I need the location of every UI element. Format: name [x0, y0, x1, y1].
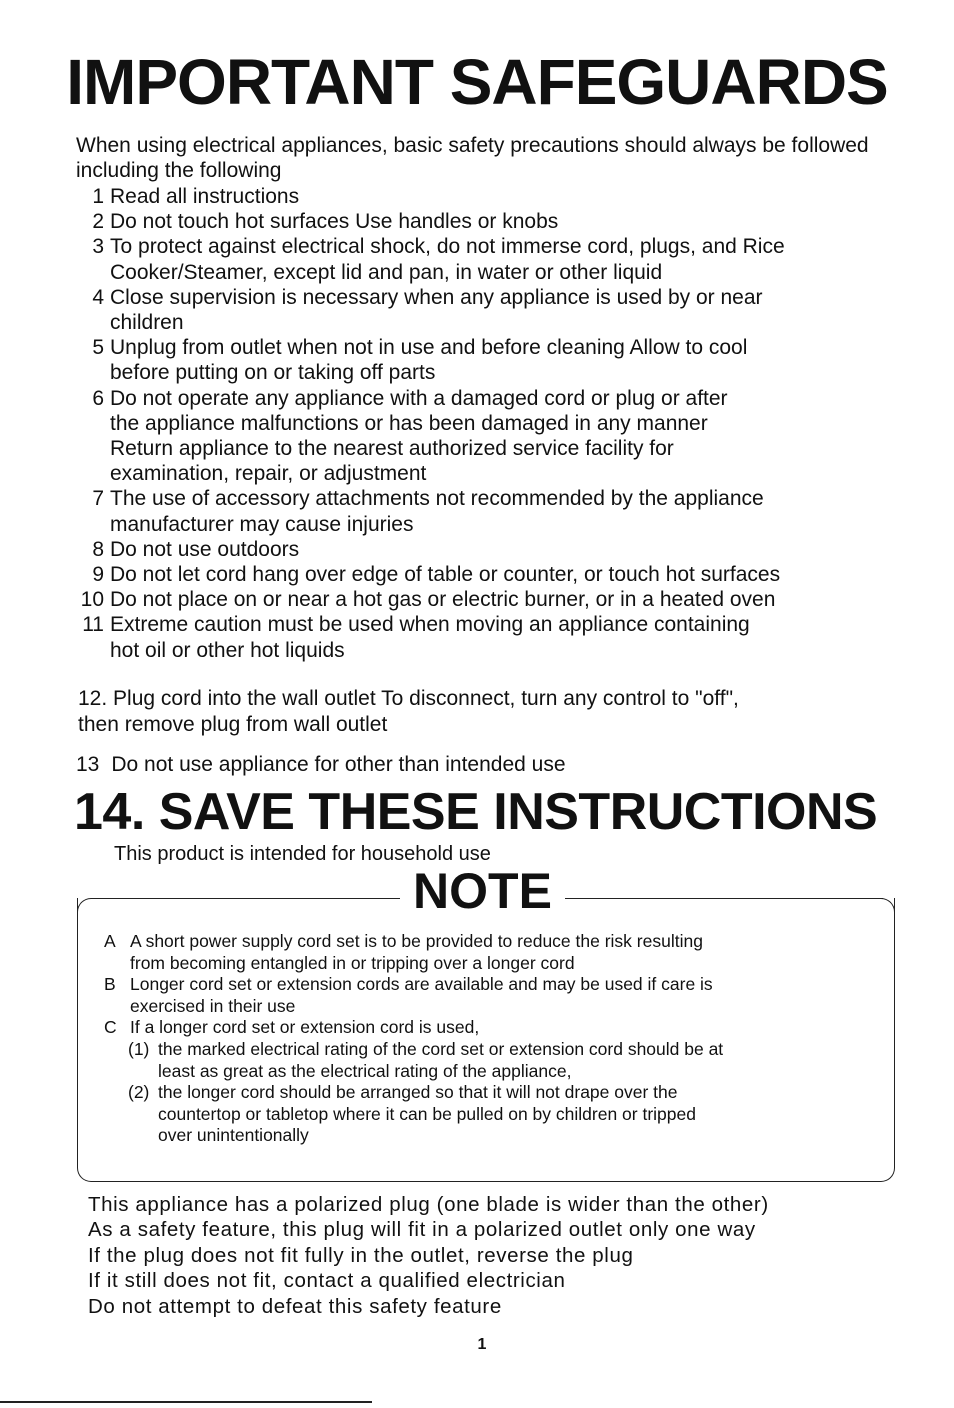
note-rule-right	[565, 898, 883, 899]
item-number: 9	[92, 563, 104, 587]
item-text: Close supervision is necessary when any appliance is used by or near children	[110, 285, 763, 335]
note-sub-item	[128, 1082, 723, 1147]
note-title: NOTE	[400, 866, 565, 916]
item-text: Extreme caution must be used when moving an appliance containing hot oil or other hot liquids	[110, 613, 750, 662]
polarized-plug-paragraph	[88, 1192, 888, 1319]
household-use-text: This product is intended for household use	[114, 843, 491, 865]
item-number: 11	[82, 613, 104, 637]
note-rule-left	[92, 898, 400, 899]
note-sub-item-number: (1)	[128, 1038, 150, 1059]
item-text: Do not use appliance for other than intended use	[111, 753, 566, 776]
item-number: 7	[92, 487, 104, 511]
item-number: 5	[92, 336, 104, 360]
list-item	[66, 184, 906, 209]
polarized-line: This appliance has a polarized plug (one blade is wider than the other)	[88, 1193, 769, 1216]
item-12-text: 12. Plug cord into the wall outlet To disconnect, turn any control to "off", then remove plug from wall outlet	[78, 687, 739, 736]
note-item	[104, 974, 884, 1017]
item-number: 8	[92, 537, 104, 561]
polarized-line: Do not attempt to defeat this safety feature	[88, 1294, 502, 1318]
polarized-line: If the plug does not fit fully in the outlet, reverse the plug	[88, 1243, 634, 1267]
item-text: Do not touch hot surfaces Use handles or knobs	[110, 210, 559, 234]
list-item	[66, 209, 906, 234]
note-item	[104, 931, 884, 974]
note-sub-item-text: the longer cord should be arranged so that it will not drape over the countertop or tabletop where it can be pulled on by children or tripped over unintentionally	[158, 1082, 696, 1146]
item-number: 10	[80, 588, 104, 612]
list-item	[66, 587, 906, 612]
save-instructions-heading: 14. SAVE THESE INSTRUCTIONS	[74, 783, 878, 841]
item-number: 1	[92, 185, 104, 208]
note-item-text: A short power supply cord set is to be provided to reduce the risk resulting from becoming entangled in or tripping over a longer cord	[130, 931, 703, 973]
item-text: Unplug from outlet when not in use and before cleaning Allow to cool before putting on or taking off parts	[110, 336, 748, 385]
note-item-text: If a longer cord set or extension cord is used,	[130, 1017, 480, 1038]
item-number: 2	[92, 210, 104, 234]
note-item-letter: A	[104, 931, 116, 951]
note-sub-list	[104, 1039, 723, 1147]
list-item	[66, 335, 906, 385]
item-number: 13	[76, 753, 100, 776]
item-text: Do not let cord hang over edge of table or counter, or touch hot surfaces	[110, 563, 781, 587]
note-item-text: Longer cord set or extension cords are available and may be used if care is exercised in their use	[130, 974, 713, 1016]
intro-paragraph: When using electrical appliances, basic safety precautions should always be followed including the following	[76, 134, 869, 182]
note-list	[104, 931, 884, 1147]
bottom-rule	[0, 1401, 372, 1403]
list-item	[66, 285, 906, 335]
list-item	[66, 486, 906, 536]
item-text: Do not place on or near a hot gas or electric burner, or in a heated oven	[110, 588, 776, 612]
note-item	[104, 1017, 884, 1039]
list-item	[66, 612, 906, 662]
item-13	[76, 752, 906, 777]
polarized-line: If it still does not fit, contact a qualified electrician	[88, 1269, 566, 1293]
list-item	[66, 234, 906, 284]
item-text: Read all instructions	[110, 185, 300, 208]
note-sub-item-number: (2)	[128, 1082, 150, 1103]
item-text: To protect against electrical shock, do not immerse cord, plugs, and Rice Cooker/Steamer, except lid and pan, in water or other liquid	[110, 235, 785, 284]
polarized-line: As a safety feature, this plug will fit in a polarized outlet only one way	[88, 1218, 756, 1242]
list-item	[66, 537, 906, 562]
note-item-letter: C	[104, 1017, 117, 1038]
item-text: Do not use outdoors	[110, 537, 300, 561]
note-sub-item	[128, 1039, 723, 1082]
list-item	[66, 386, 906, 487]
page-number: 1	[477, 1336, 487, 1353]
item-number: 3	[92, 235, 104, 259]
note-sub-item-text: the marked electrical rating of the cord set or extension cord should be at least as great as the electrical rating of the appliance,	[158, 1038, 724, 1081]
safeguards-list	[66, 184, 906, 663]
item-number: 4	[92, 285, 104, 309]
page-title: IMPORTANT SAFEGUARDS	[66, 46, 888, 118]
item-text: Do not operate any appliance with a damaged cord or plug or after the appliance malfunctions or has been damaged in any manner Return appliance to the nearest authorized service facility for examination, repair, or adjustment	[110, 386, 728, 486]
item-number: 6	[92, 386, 104, 410]
note-item-letter: B	[104, 974, 116, 995]
note-sub-list-wrapper	[104, 1039, 884, 1147]
item-text: The use of accessory attachments not recommended by the appliance manufacturer may cause injuries	[110, 487, 764, 536]
list-item	[66, 562, 906, 587]
